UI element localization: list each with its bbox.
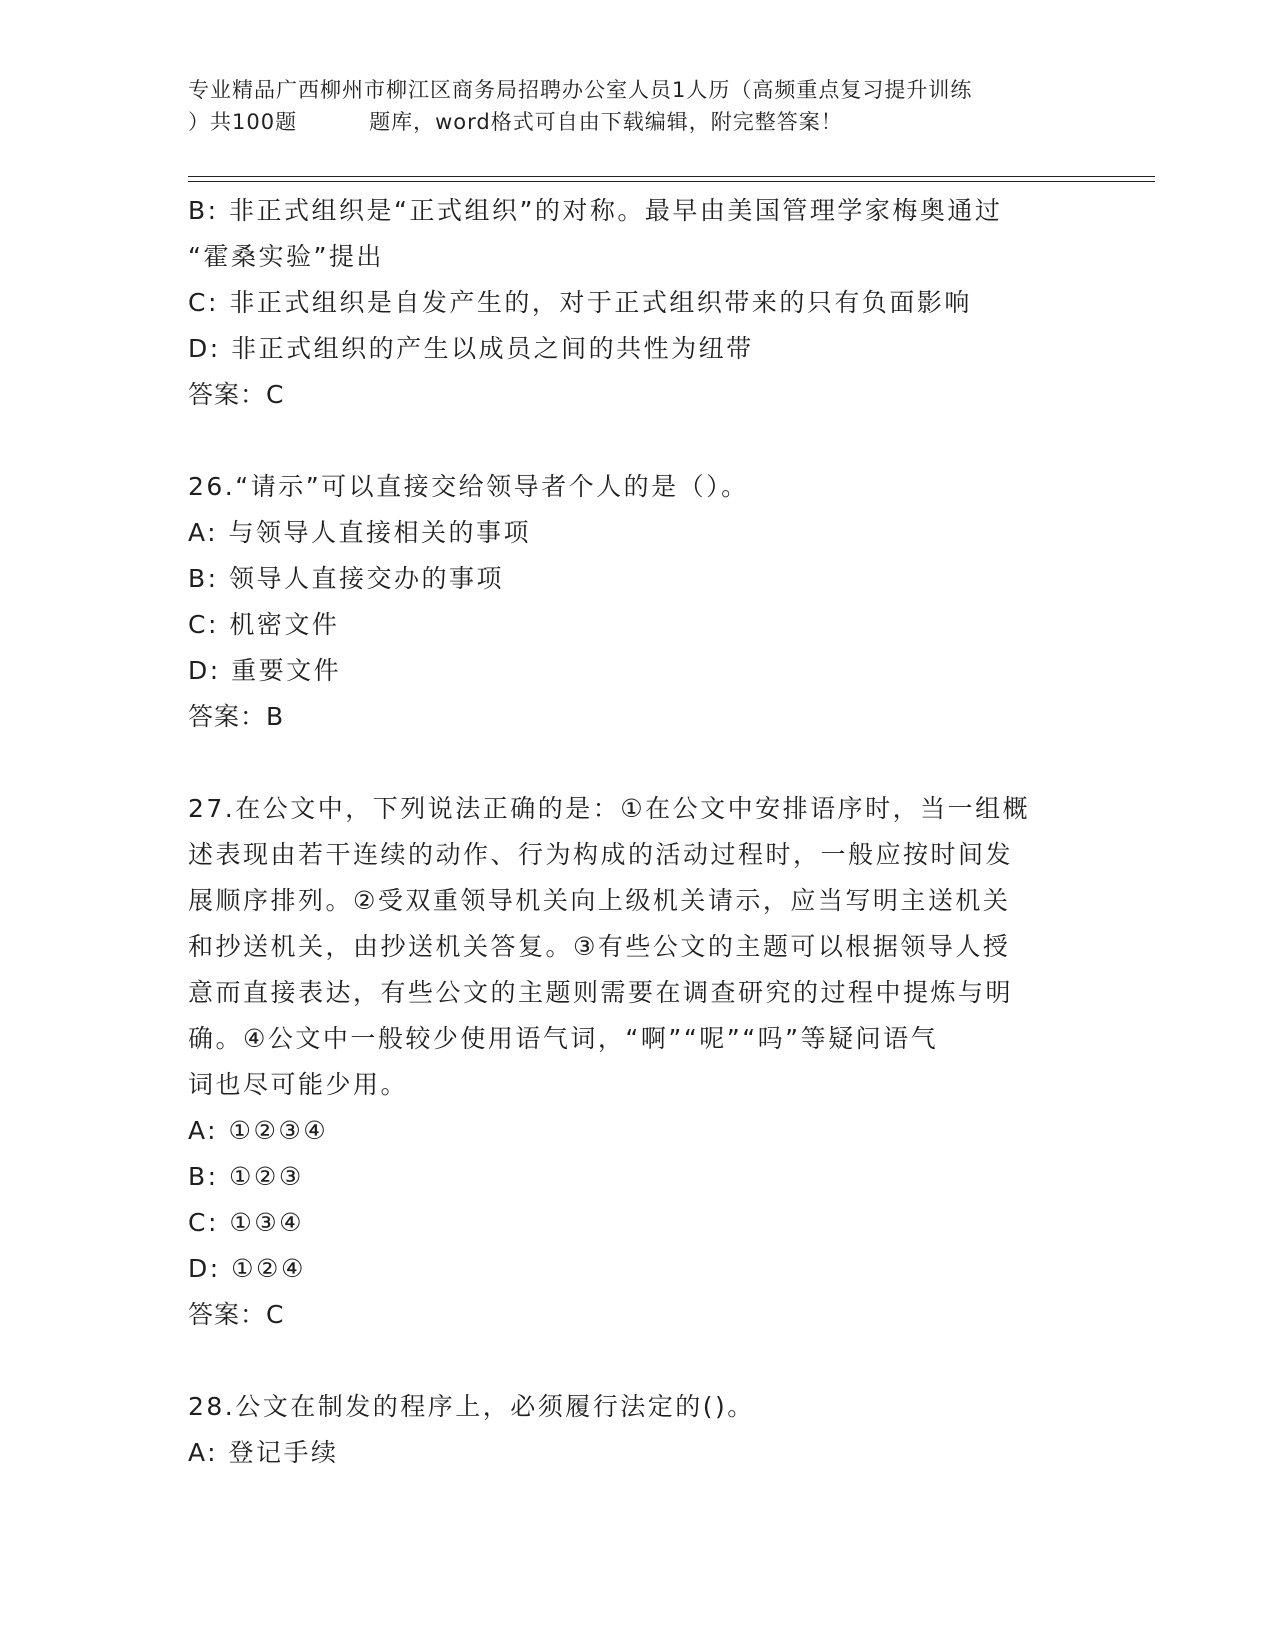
document-header (188, 74, 1088, 138)
q25-option-b-line-2: “霍桑实验”提出 (188, 242, 384, 271)
q27-stem-line-2: 述表现由若干连续的动作、行为构成的活动过程时，一般应按时间发 (188, 840, 1014, 869)
q27-option-d: D: ①②④ (188, 1254, 306, 1283)
header-divider-bottom (188, 181, 1155, 182)
q27-option-a: A: ①②③④ (188, 1116, 329, 1145)
q27-stem-line-1: 27.在公文中，下列说法正确的是：①在公文中安排语序时，当一组概 (188, 794, 1031, 823)
document-body (188, 188, 1088, 1476)
header-count: ）共100题 (188, 110, 298, 134)
header-note: 题库，word格式可自由下载编辑，附完整答案！ (369, 110, 843, 134)
q27-stem-line-6: 确。④公文中一般较少使用语气词，“啊”“呢”“吗”等疑问语气 (188, 1024, 939, 1053)
q27-stem-line-4: 和抄送机关，由抄送机关答复。③有些公文的主题可以根据领导人授 (188, 932, 1011, 961)
header-divider-top (188, 176, 1155, 177)
q26-option-d: D: 重要文件 (188, 656, 342, 685)
q25-answer: 答案：C (188, 380, 285, 409)
header-title-line-1: 专业精品广西柳州市柳江区商务局招聘办公室人员1人历（高频重点复习提升训练 (188, 78, 973, 102)
q26-option-b: B: 领导人直接交办的事项 (188, 564, 505, 593)
q26-option-c: C: 机密文件 (188, 610, 340, 639)
q27-stem-line-3: 展顺序排列。②受双重领导机关向上级机关请示，应当写明主送机关 (188, 886, 1011, 915)
q28-stem: 28.公文在制发的程序上，必须履行法定的()。 (188, 1392, 755, 1421)
q27-option-c: C: ①③④ (188, 1208, 305, 1237)
q27-option-b: B: ①②③ (188, 1162, 304, 1191)
q25-option-c: C: 非正式组织是自发产生的，对于正式组织带来的只有负面影响 (188, 288, 972, 317)
q27-stem-line-5: 意而直接表达，有些公文的主题则需要在调查研究的过程中提炼与明 (188, 978, 1014, 1007)
q26-answer: 答案：B (188, 702, 285, 731)
q25-option-b-line-1: B: 非正式组织是“正式组织”的对称。最早由美国管理学家梅奥通过 (188, 196, 1003, 225)
q26-option-a: A: 与领导人直接相关的事项 (188, 518, 532, 547)
q26-stem: 26.“请示”可以直接交给领导者个人的是（）。 (188, 472, 749, 501)
q27-answer: 答案：C (188, 1300, 285, 1329)
q28-option-a: A: 登记手续 (188, 1438, 339, 1467)
header-title-line-2 (188, 106, 1088, 138)
q27-stem-line-7: 词也尽可能少用。 (188, 1070, 409, 1099)
q25-option-d: D: 非正式组织的产生以成员之间的共性为纽带 (188, 334, 754, 363)
